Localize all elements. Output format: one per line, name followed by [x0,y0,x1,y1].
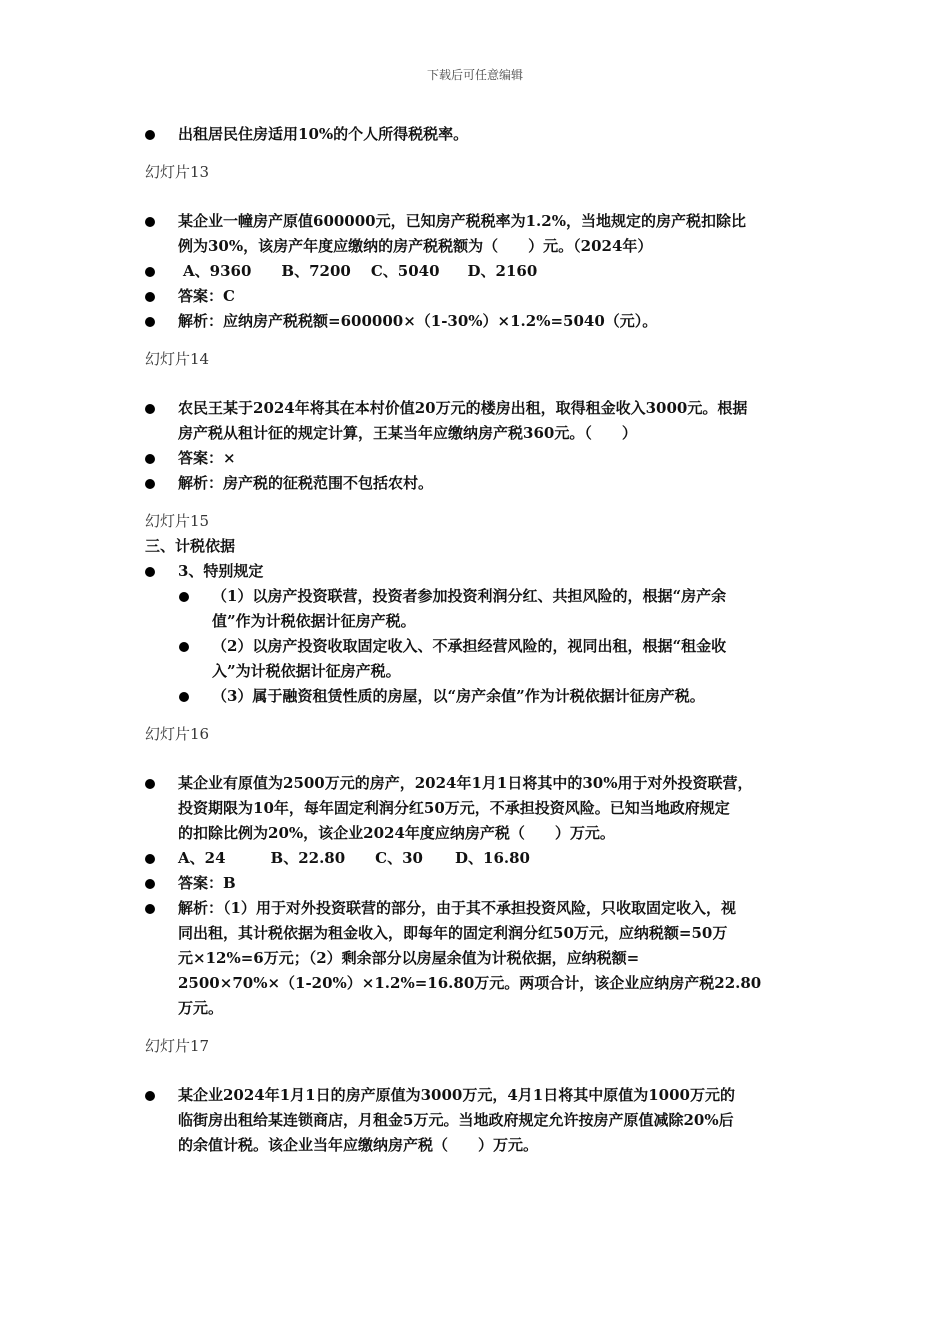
option-c: C、30 [375,849,423,867]
answer-text: 答案：× [178,449,236,467]
analysis-text: 解析：应纳房产税税额=600000×（1-30%）×1.2%=5040（元）。 [178,312,658,330]
question-line: 某企业2024年1月1日的房产原值为3000万元，4月1日将其中原值为1000万元的 [178,1086,735,1104]
bullet-icon [145,879,155,889]
bullet-icon [145,217,155,227]
question-line: 临街房出租给某连锁商店，月租金5万元。当地政府规定允许按房产原值减除20%后 [178,1111,734,1129]
item-text: 3、特别规定 [178,562,264,580]
bullet-icon [145,479,155,489]
bullet-icon [145,317,155,327]
option-d: D、2160 [467,262,538,280]
list-item [145,559,810,584]
options-16 [145,846,810,871]
answer-13 [145,284,810,309]
question-line: 的扣除比例为20%，该企业2024年度应纳房产税（ ）万元。 [178,824,615,842]
bullet-icon [145,1091,155,1101]
question-line: 例为30%，该房产年度应缴纳的房产税税额为（ ）元。（2024年） [178,237,653,255]
bullet-icon [145,130,155,140]
answer-text: 答案：C [178,287,235,305]
analysis-line: 同出租，其计税依据为租金收入，即每年的固定利润分红50万元，应纳税额=50万 [178,924,728,942]
bullet-icon [145,404,155,414]
option-b: B、22.80 [270,849,346,867]
analysis-14 [145,471,810,496]
sub-list-item [145,584,810,634]
question-line: 的余值计税。该企业当年应缴纳房产税（ ）万元。 [178,1136,539,1154]
bullet-icon [145,267,155,277]
bullet-icon [179,642,189,652]
bullet-text: 出租居民住房适用10%的个人所得税税率。 [178,125,469,143]
option-c: C、5040 [370,262,440,280]
bullet-icon [145,779,155,789]
answer-text: 答案：B [178,874,236,892]
section-heading: 三、计税依据 [145,537,236,555]
bullet-icon [179,592,189,602]
slide-17-title: 幻灯片17 [145,1037,210,1055]
options-13 [145,259,810,284]
bullet-icon [179,692,189,702]
analysis-13 [145,309,810,334]
bullet-icon [145,292,155,302]
sub-item-line: （2）以房产投资收取固定收入、不承担经营风险的，视同出租，根据“租金收 [212,637,727,655]
page-header: 下载后可任意编辑 [426,68,523,82]
analysis-16 [145,896,810,1021]
question-line: 投资期限为10年，每年固定利润分红50万元，不承担投资风险。已知当地政府规定 [178,799,730,817]
question-line: 农民王某于2024年将其在本村价值20万元的楼房出租，取得租金收入3000元。根据 [178,399,748,417]
analysis-line: 解析：（1）用于对外投资联营的部分，由于其不承担投资风险，只收取固定收入，视 [178,899,736,917]
analysis-line: 元×12%=6万元；（2）剩余部分以房屋余值为计税依据，应纳税额= [178,949,640,967]
sub-item-line: 入”为计税依据计征房产税。 [212,662,401,680]
answer-16 [145,871,810,896]
option-a: A、24 [178,849,226,867]
option-b: B、7200 [281,262,351,280]
bullet-icon [145,567,155,577]
question-line: 某企业一幢房产原值600000元，已知房产税税率为1.2%，当地规定的房产税扣除比 [178,212,746,230]
slide-15-title: 幻灯片15 [145,512,210,530]
list-item [145,122,810,147]
bullet-icon [145,904,155,914]
bullet-icon [145,454,155,464]
bullet-icon [145,854,155,864]
question-line: 某企业有原值为2500万元的房产，2024年1月1日将其中的30%用于对外投资联营， [178,774,753,792]
sub-item-line: （1）以房产投资联营，投资者参加投资利润分红、共担风险的，根据“房产余 [212,587,727,605]
sub-item-line: （3）属于融资租赁性质的房屋，以“房产余值”作为计税依据计征房产税。 [212,687,705,705]
question-14 [145,396,810,446]
slide-14-title: 幻灯片14 [145,350,210,368]
question-17 [145,1083,810,1158]
analysis-line: 2500×70%×（1-20%）×1.2%=16.80万元。两项合计，该企业应纳房产税22.80 [178,974,762,992]
analysis-line: 万元。 [178,999,224,1017]
option-d: D、16.80 [455,849,530,867]
option-a: A、9360 [183,262,252,280]
question-16 [145,771,810,846]
slide-13-title: 幻灯片13 [145,163,210,181]
slide-16-title: 幻灯片16 [145,725,210,743]
analysis-text: 解析：房产税的征税范围不包括农村。 [178,474,434,492]
question-line: 房产税从租计征的规定计算，王某当年应缴纳房产税360元。（ ） [178,424,637,442]
sub-list-item [145,684,810,709]
question-13 [145,209,810,259]
document-body [145,122,810,1158]
sub-list-item [145,634,810,684]
sub-item-line: 值”作为计税依据计征房产税。 [212,612,416,630]
answer-14 [145,446,810,471]
